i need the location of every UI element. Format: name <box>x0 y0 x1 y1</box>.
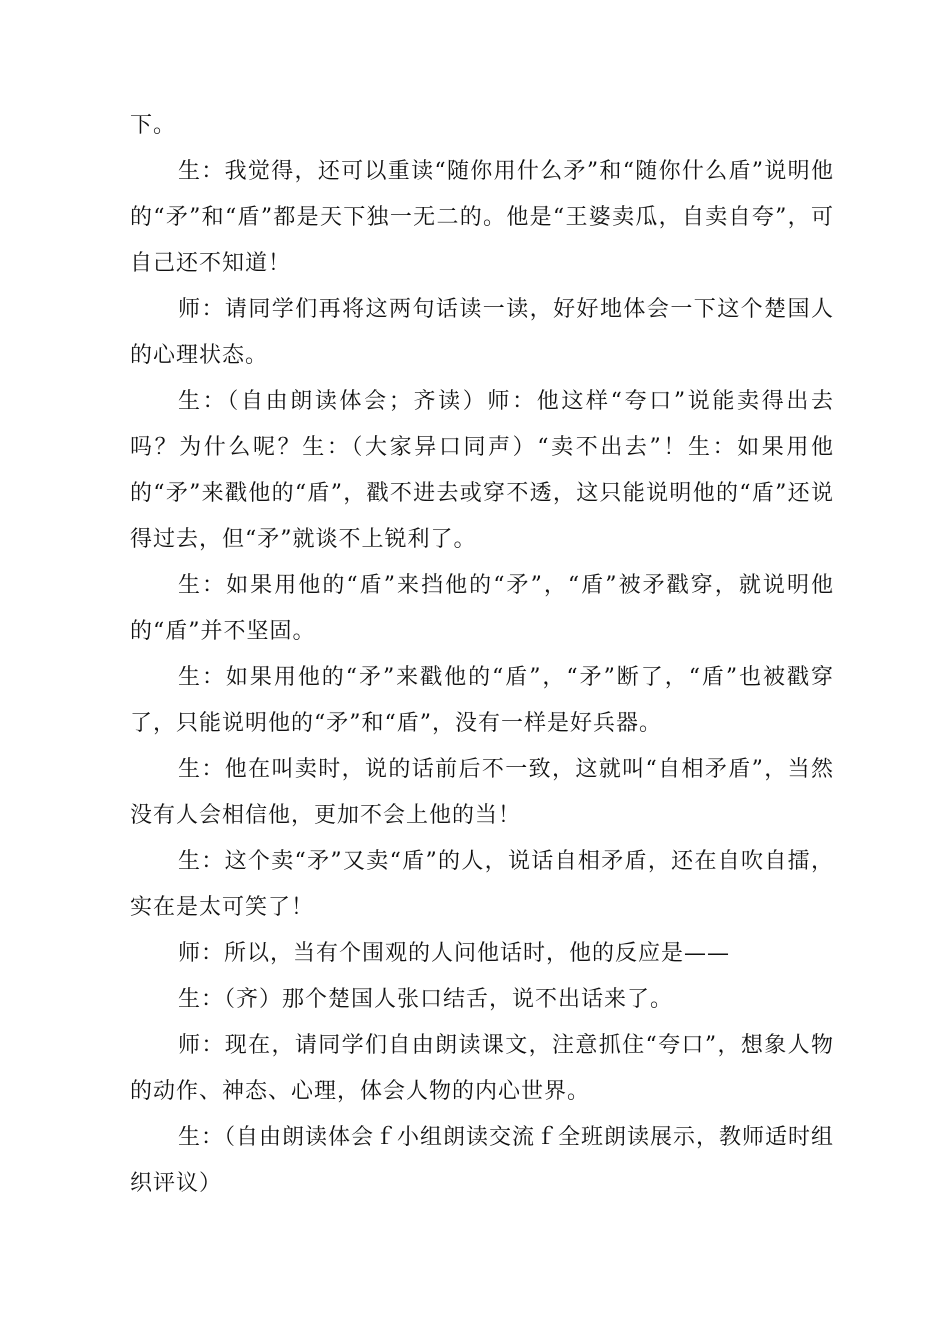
paragraph: 生：他在叫卖时，说的话前后不一致，这就叫“自相矛盾”，当然没有人会相信他，更加不会上他的当！ <box>130 757 834 828</box>
paragraph: 生：如果用他的“盾”来挡他的“矛”，“盾”被矛戳穿，就说明他的“盾”并不坚固。 <box>130 573 834 644</box>
paragraph: 下。 <box>130 113 177 138</box>
paragraph: 生：（自由朗读体会ｆ小组朗读交流ｆ全班朗读展示，教师适时组织评议） <box>130 1125 835 1196</box>
paragraph: 师：请同学们再将这两句话读一读，好好地体会一下这个楚国人的心理状态。 <box>130 297 834 368</box>
paragraph: 生：（齐）那个楚国人张口结舌，说不出话来了。 <box>178 987 674 1012</box>
paragraph: 生：（自由朗读体会；齐读）师：他这样“夸口”说能卖得出去吗？为什么呢？生：（大家异口同声）“卖不出去”！生：如果用他的“矛”来戳他的“盾”，戳不进去或穿不透，这只能说明他的“盾”还说得过去，但“矛”就谈不上锐利了。 <box>130 389 834 552</box>
paragraph: 生：如果用他的“矛”来戳他的“盾”，“矛”断了，“盾”也被戳穿了，只能说明他的“矛”和“盾”，没有一样是好兵器。 <box>130 665 834 736</box>
paragraph: 生：这个卖“矛”又卖“盾”的人，说话自相矛盾，还在自吹自擂，实在是太可笑了！ <box>130 849 834 920</box>
paragraph: 师：现在，请同学们自由朗读课文，注意抓住“夸口”，想象人物的动作、神态、心理，体会人物的内心世界。 <box>130 1033 834 1104</box>
paragraph: 师：所以，当有个围观的人问他话时，他的反应是—— <box>178 941 731 966</box>
document-body <box>130 103 834 1207</box>
paragraph: 生：我觉得，还可以重读“随你用什么矛”和“随你什么盾”说明他的“矛”和“盾”都是天下独一无二的。他是“王婆卖瓜，自卖自夸”，可自己还不知道！ <box>130 159 834 276</box>
